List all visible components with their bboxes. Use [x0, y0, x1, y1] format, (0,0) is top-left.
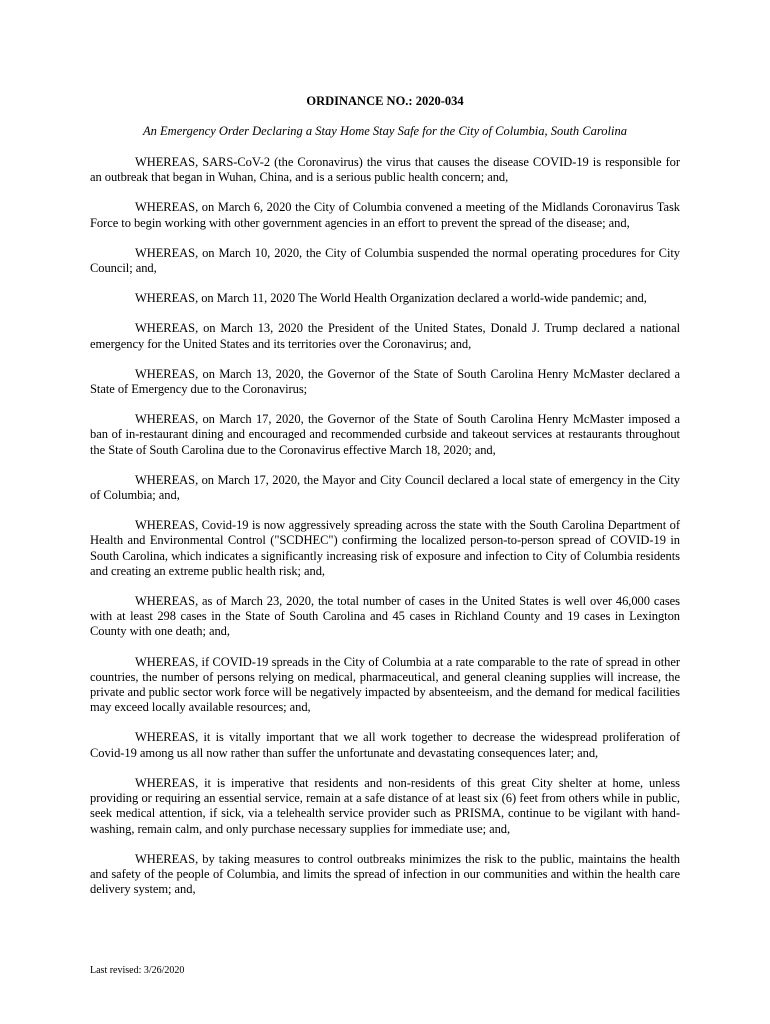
- whereas-paragraph: WHEREAS, on March 13, 2020, the Governor of the State of South Carolina Henry McMaster declared a State of Emergency due to the Coronavirus;: [90, 366, 680, 397]
- ordinance-body: [90, 155, 680, 912]
- whereas-paragraph: WHEREAS, on March 13, 2020 the President of the United States, Donald J. Trump declared a national emergency for the United States and its territories over the Coronavirus; and,: [90, 321, 680, 351]
- whereas-paragraph: WHEREAS, on March 10, 2020, the City of Columbia suspended the normal operating procedures for City Council; and,: [90, 245, 680, 276]
- whereas-paragraph: WHEREAS, on March 17, 2020, the Governor of the State of South Carolina Henry McMaster imposed a ban of in-restaurant dining and encouraged and recommended curbside and takeout services at restaurants throughout the State of South Carolina due to the Coronavirus effective March 18, 2020; and,: [90, 412, 680, 457]
- whereas-paragraph: WHEREAS, by taking measures to control outbreaks minimizes the risk to the public, maintains the health and safety of the people of Columbia, and limits the spread of infection in our communities and within the health care delivery system; and,: [90, 851, 680, 897]
- last-revised-footer: Last revised: 3/26/2020: [90, 965, 185, 976]
- whereas-paragraph: WHEREAS, on March 6, 2020 the City of Columbia convened a meeting of the Midlands Coronavirus Task Force to begin working with other government agencies in an effort to prevent the spread of the disease; and,: [90, 200, 680, 230]
- whereas-paragraph: WHEREAS, SARS-CoV-2 (the Coronavirus) the virus that causes the disease COVID-19 is responsible for an outbreak that began in Wuhan, China, and is a serious public health concern; and,: [90, 155, 680, 185]
- ordinance-subtitle: An Emergency Order Declaring a Stay Home Stay Safe for the City of Columbia, South Carolina: [143, 124, 627, 138]
- whereas-paragraph: WHEREAS, as of March 23, 2020, the total number of cases in the United States is well over 46,000 cases with at least 298 cases in the State of South Carolina and 45 cases in Richland County and 19 cases in Lexington County with one death; and,: [90, 594, 680, 639]
- whereas-paragraph: WHEREAS, it is vitally important that we all work together to decrease the widespread proliferation of Covid-19 among us all now rather than suffer the unfortunate and devastating consequences later; and,: [90, 730, 680, 760]
- whereas-paragraph: WHEREAS, on March 11, 2020 The World Health Organization declared a world-wide pandemic; and,: [135, 291, 647, 306]
- whereas-paragraph: WHEREAS, it is imperative that residents and non-residents of this great City shelter at home, unless providing or requiring an essential service, remain at a safe distance of at least six (6) feet from others while in public, seek medical attention, if sick, via a telehealth service provider such as PRISMA, continue to be vigilant with hand-washing, remain calm, and only purchase necessary supplies for immediate use; and,: [90, 775, 680, 836]
- ordinance-title: ORDINANCE NO.: 2020-034: [306, 94, 464, 108]
- whereas-paragraph: WHEREAS, if COVID-19 spreads in the City of Columbia at a rate comparable to the rate of spread in other countries, the number of persons relying on medical, pharmaceutical, and general cleaning supplies will increase, the private and public sector work force will be negatively impacted by absenteeism, and the demand for medical facilities may exceed locally available resources; and,: [90, 654, 680, 715]
- whereas-paragraph: WHEREAS, on March 17, 2020, the Mayor and City Council declared a local state of emergency in the City of Columbia; and,: [90, 472, 680, 503]
- whereas-paragraph: WHEREAS, Covid-19 is now aggressively spreading across the state with the South Carolina Department of Health and Environmental Control ("SCDHEC") confirming the localized person-to-person spread of COVID-19 in South Carolina, which indicates a significantly increasing risk of exposure and infection to City of Columbia residents and creating an extreme public health risk; and,: [90, 518, 680, 578]
